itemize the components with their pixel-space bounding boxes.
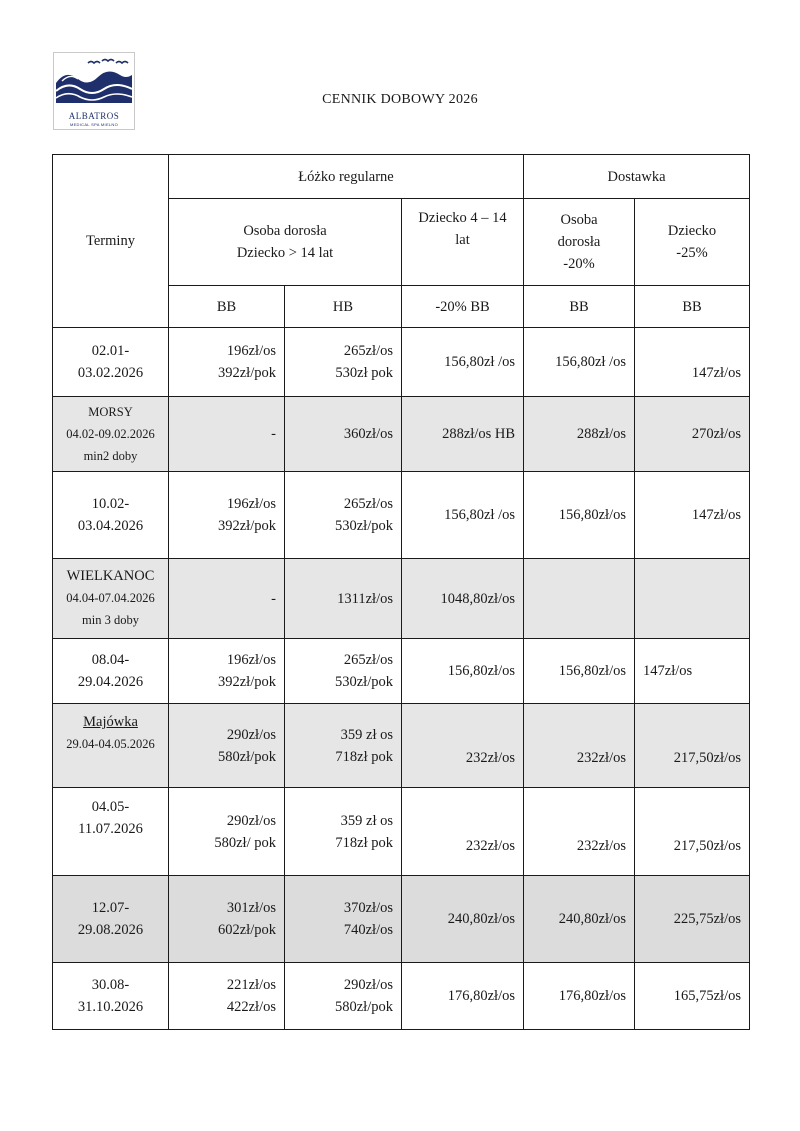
- price-line: 156,80zł/os: [558, 663, 627, 679]
- term-line: WIELKANOC: [66, 568, 155, 584]
- term-line: 04.04-07.04.2026: [66, 591, 155, 605]
- price-line: 301zł/os: [226, 900, 276, 916]
- price-line: 370zł/os: [343, 900, 393, 916]
- price-line: 156,80zł/os: [558, 507, 627, 523]
- price-line: 580zł/pok: [218, 748, 276, 765]
- term-line: 08.04-: [91, 652, 130, 668]
- cell-term: [53, 472, 169, 559]
- cell-child: [402, 559, 524, 639]
- cell-dostawka-adult: [524, 704, 635, 788]
- logo-subtitle: MEDICAL SPA MIELNO: [69, 122, 119, 127]
- cell-dostawka-child: [635, 472, 750, 559]
- cell-hb: [285, 559, 402, 639]
- term-line: 30.08-: [91, 977, 130, 993]
- price-line: 530zł/pok: [335, 674, 393, 690]
- price-line: 240,80zł/os: [447, 911, 516, 927]
- cell-term: [53, 328, 169, 397]
- term-line: 31.10.2026: [77, 999, 144, 1015]
- table-row: [53, 559, 750, 639]
- price-line: 360zł/os: [343, 426, 393, 442]
- header-dostawka: Dostawka: [524, 155, 750, 199]
- header-dost-osoba-line: -20%: [563, 256, 595, 272]
- page-title: CENNIK DOBOWY 2026: [322, 92, 478, 107]
- cell-dostawka-child: [635, 876, 750, 963]
- cell-dostawka-child: [635, 328, 750, 397]
- table-row: [53, 328, 750, 397]
- price-line: 217,50zł/os: [673, 750, 742, 766]
- header-dost-child-bb: BB: [635, 286, 750, 328]
- term-line: 10.02-: [91, 496, 130, 512]
- price-line: 217,50zł/os: [673, 838, 742, 854]
- cell-hb: [285, 397, 402, 472]
- cell-dostawka-adult: [524, 472, 635, 559]
- term-line: MORSY: [88, 405, 133, 419]
- cell-child: [402, 472, 524, 559]
- cell-bb: [169, 963, 285, 1030]
- price-line: 530zł pok: [335, 365, 393, 381]
- price-line: 392zł/pok: [218, 518, 276, 534]
- cell-bb: [169, 328, 285, 397]
- term-line: 02.01-: [91, 343, 130, 359]
- albatros-logo: [53, 52, 135, 130]
- header-dost-osoba-line: dorosła: [557, 234, 601, 250]
- header-row-1: [53, 155, 750, 199]
- term-line: 12.07-: [91, 900, 130, 916]
- cell-hb: [285, 472, 402, 559]
- cell-bb: [169, 472, 285, 559]
- cell-dostawka-child: [635, 639, 750, 704]
- cell-dostawka-child: [635, 788, 750, 876]
- term-line: 11.07.2026: [78, 821, 143, 837]
- cell-dostawka-adult: [524, 559, 635, 639]
- cell-child: [402, 397, 524, 472]
- cell-dostawka-child: [635, 559, 750, 639]
- price-line: 240,80zł/os: [558, 911, 627, 927]
- price-table: [52, 154, 750, 1030]
- header-dost-bb: BB: [524, 286, 635, 328]
- table-row: [53, 704, 750, 788]
- price-line: 265zł/os: [343, 652, 393, 668]
- price-line: 196zł/os: [226, 343, 276, 359]
- price-line: 359 zł os: [340, 812, 393, 829]
- term-line: 29.08.2026: [77, 922, 144, 938]
- cell-dostawka-child: [635, 704, 750, 788]
- cell-hb: [285, 788, 402, 876]
- header-dost-dziecko-line: -25%: [676, 245, 708, 261]
- cell-child: [402, 639, 524, 704]
- table-row: [53, 788, 750, 876]
- header-dziecko-4-14: [402, 199, 524, 286]
- cell-term: [53, 639, 169, 704]
- price-line: 1311zł/os: [337, 590, 393, 607]
- header-dziecko-line: Dziecko 4 – 14: [418, 210, 507, 226]
- header-dziecko-line: lat: [455, 232, 470, 248]
- price-line: 265zł/os: [343, 343, 393, 359]
- price-line: 232zł/os: [576, 750, 627, 766]
- price-line: 580zł/pok: [335, 999, 393, 1015]
- price-line: 156,80zł /os: [444, 354, 516, 370]
- header-osoba-dorosla-line: Osoba dorosła: [243, 223, 327, 239]
- cell-child: [402, 963, 524, 1030]
- price-line: 156,80zł/os: [447, 663, 516, 679]
- cell-child: [402, 876, 524, 963]
- cell-dostawka-adult: [524, 788, 635, 876]
- term-line: 29.04.2026: [77, 674, 144, 690]
- price-line: 740zł/os: [343, 922, 393, 938]
- header-dost-osoba-line: Osoba: [560, 212, 598, 228]
- price-line: 232zł/os: [465, 750, 516, 766]
- price-line: 602zł/pok: [218, 922, 276, 938]
- price-line: 1048,80zł/os: [440, 590, 516, 607]
- term-line: Majówka: [83, 714, 138, 730]
- term-line: min 3 doby: [82, 613, 139, 627]
- price-line: 176,80zł/os: [447, 988, 516, 1004]
- term-line: min2 doby: [83, 449, 138, 463]
- price-line: 232zł/os: [576, 838, 627, 854]
- price-line: 196zł/os: [226, 652, 276, 668]
- header-bb-20: -20% BB: [402, 286, 524, 328]
- price-line: 265zł/os: [343, 496, 393, 512]
- price-line: 225,75zł/os: [673, 911, 742, 927]
- price-line: -: [271, 426, 276, 442]
- header-terminy: Terminy: [53, 155, 169, 328]
- cell-dostawka-adult: [524, 328, 635, 397]
- cell-dostawka-adult: [524, 963, 635, 1030]
- term-line: 29.04-04.05.2026: [66, 737, 155, 751]
- header-osoba-dorosla-line: Dziecko > 14 lat: [236, 245, 334, 261]
- price-line: 422zł/os: [226, 999, 276, 1015]
- cell-term: [53, 876, 169, 963]
- header-osoba-dorosla: [169, 199, 402, 286]
- table-row: [53, 397, 750, 472]
- table-row: [53, 963, 750, 1030]
- term-line: 03.02.2026: [77, 365, 144, 381]
- cell-child: [402, 704, 524, 788]
- price-line: 290zł/os: [226, 726, 276, 743]
- header-dost-dziecko-line: Dziecko: [667, 223, 717, 239]
- price-line: 165,75zł/os: [673, 988, 742, 1004]
- cell-hb: [285, 704, 402, 788]
- cell-hb: [285, 328, 402, 397]
- price-line: 147zł/os: [691, 365, 742, 381]
- header-lozko-regularne: Łóżko regularne: [169, 155, 524, 199]
- price-line: 156,80zł /os: [444, 507, 516, 523]
- price-line: 718zł pok: [335, 834, 393, 851]
- cell-bb: [169, 639, 285, 704]
- cell-hb: [285, 963, 402, 1030]
- cell-dostawka-adult: [524, 397, 635, 472]
- price-line: 392zł/pok: [218, 365, 276, 381]
- term-line: 04.05-: [91, 799, 130, 815]
- cell-dostawka-child: [635, 397, 750, 472]
- price-line: 196zł/os: [226, 496, 276, 512]
- cell-bb: [169, 788, 285, 876]
- price-line: 176,80zł/os: [558, 988, 627, 1004]
- price-line: 288zł/os HB: [442, 426, 516, 442]
- price-line: 232zł/os: [465, 838, 516, 854]
- price-line: 530zł/pok: [335, 518, 393, 534]
- cell-bb: [169, 559, 285, 639]
- table-row: [53, 472, 750, 559]
- price-line: 580zł/ pok: [214, 834, 276, 851]
- price-line: 359 zł os: [340, 726, 393, 743]
- term-line: 04.02-09.02.2026: [66, 427, 155, 441]
- cell-bb: [169, 704, 285, 788]
- cell-hb: [285, 876, 402, 963]
- cell-child: [402, 788, 524, 876]
- price-line: 718zł pok: [335, 748, 393, 765]
- price-line: 221zł/os: [226, 977, 276, 993]
- term-line: 03.04.2026: [77, 518, 144, 534]
- price-line: -: [271, 590, 276, 607]
- cell-term: [53, 963, 169, 1030]
- cell-bb: [169, 876, 285, 963]
- header-dostawka-dziecko: [635, 199, 750, 286]
- price-line: 392zł/pok: [218, 674, 276, 690]
- price-line: 147zł/os: [643, 663, 693, 679]
- cell-hb: [285, 639, 402, 704]
- cell-child: [402, 328, 524, 397]
- cell-term: [53, 788, 169, 876]
- logo-name: ALBATROS: [68, 111, 120, 121]
- price-line: 270zł/os: [691, 426, 742, 442]
- cell-dostawka-adult: [524, 639, 635, 704]
- header-dostawka-osoba: [524, 199, 635, 286]
- price-line: 288zł/os: [576, 426, 627, 442]
- cell-term: [53, 397, 169, 472]
- header-hb: HB: [285, 286, 402, 328]
- header-bb: BB: [169, 286, 285, 328]
- cell-dostawka-child: [635, 963, 750, 1030]
- table-row: [53, 639, 750, 704]
- price-line: 290zł/os: [343, 977, 393, 993]
- price-line: 290zł/os: [226, 812, 276, 829]
- cell-term: [53, 559, 169, 639]
- table-row: [53, 876, 750, 963]
- price-line: 156,80zł /os: [555, 354, 627, 370]
- cell-term: [53, 704, 169, 788]
- cell-dostawka-adult: [524, 876, 635, 963]
- cell-bb: [169, 397, 285, 472]
- price-line: 147zł/os: [691, 507, 742, 523]
